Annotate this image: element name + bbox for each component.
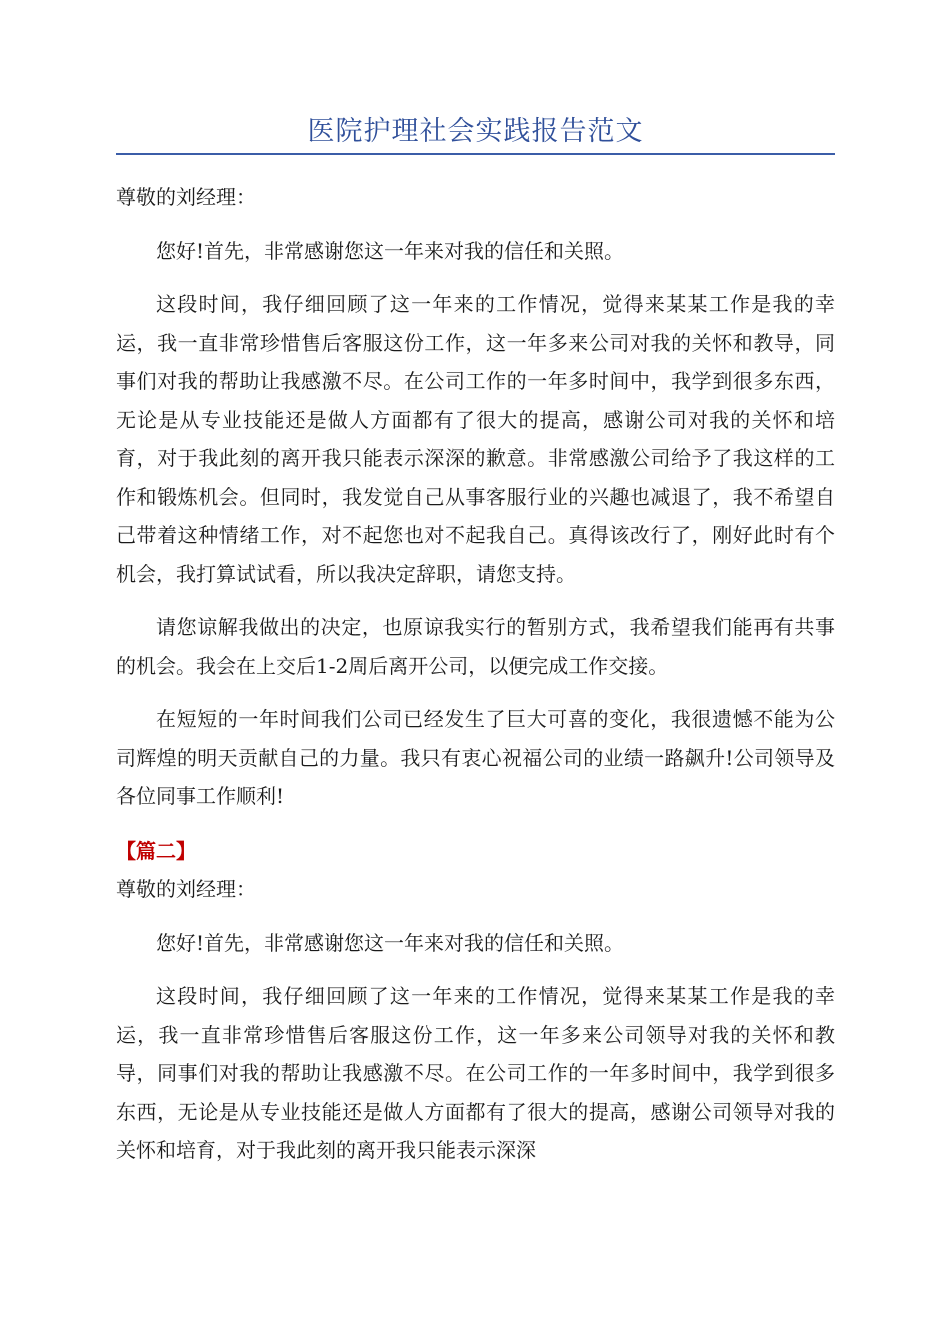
document-title: 医院护理社会实践报告范文	[307, 116, 644, 147]
paragraph: 这段时间，我仔细回顾了这一年来的工作情况，觉得来某某工作是我的幸运，我一直非常珍惜售后客服这份工作，这一年多来公司对我的关怀和教导，同事们对我的帮助让我感激不尽。在公司工作的一年多时间中，我学到很多东西，无论是从专业技能还是做人方面都有了很大的提高，感谢公司对我的关怀和培育，对于我此刻的离开我只能表示深深的歉意。非常感激公司给予了我这样的工作和锻炼机会。但同时，我发觉自己从事客服行业的兴趣也减退了，我不希望自己带着这种情绪工作，对不起您也对不起我自己。真得该改行了，刚好此时有个机会，我打算试试看，所以我决定辞职，请您支持。	[116, 292, 835, 586]
paragraph: 在短短的一年时间我们公司已经发生了巨大可喜的变化，我很遗憾不能为公司辉煌的明天贡献自己的力量。我只有衷心祝福公司的业绩一路飙升!公司领导及各位同事工作顺利!	[116, 707, 835, 808]
paragraph: 请您谅解我做出的决定，也原谅我实行的暂别方式，我希望我们能再有共事的机会。我会在上交后1-2周后离开公司，以便完成工作交接。	[116, 615, 835, 678]
paragraph: 您好!首先，非常感谢您这一年来对我的信任和关照。	[156, 238, 625, 263]
salutation: 尊敬的刘经理：	[116, 877, 256, 901]
paragraph: 您好!首先，非常感谢您这一年来对我的信任和关照。	[156, 930, 625, 955]
document-body	[116, 178, 835, 1170]
paragraph: 这段时间，我仔细回顾了这一年来的工作情况，觉得来某某工作是我的幸运，我一直非常珍惜售后客服这份工作，这一年多来公司领导对我的关怀和教导，同事们对我的帮助让我感激不尽。在公司工作的一年多时间中，我学到很多东西，无论是从专业技能还是做人方面都有了很大的提高，感谢公司领导对我的关怀和培育，对于我此刻的离开我只能表示深深	[116, 984, 835, 1162]
section-heading: 【篇二】	[116, 838, 196, 863]
salutation: 尊敬的刘经理：	[116, 185, 256, 209]
title-underline	[116, 153, 835, 155]
